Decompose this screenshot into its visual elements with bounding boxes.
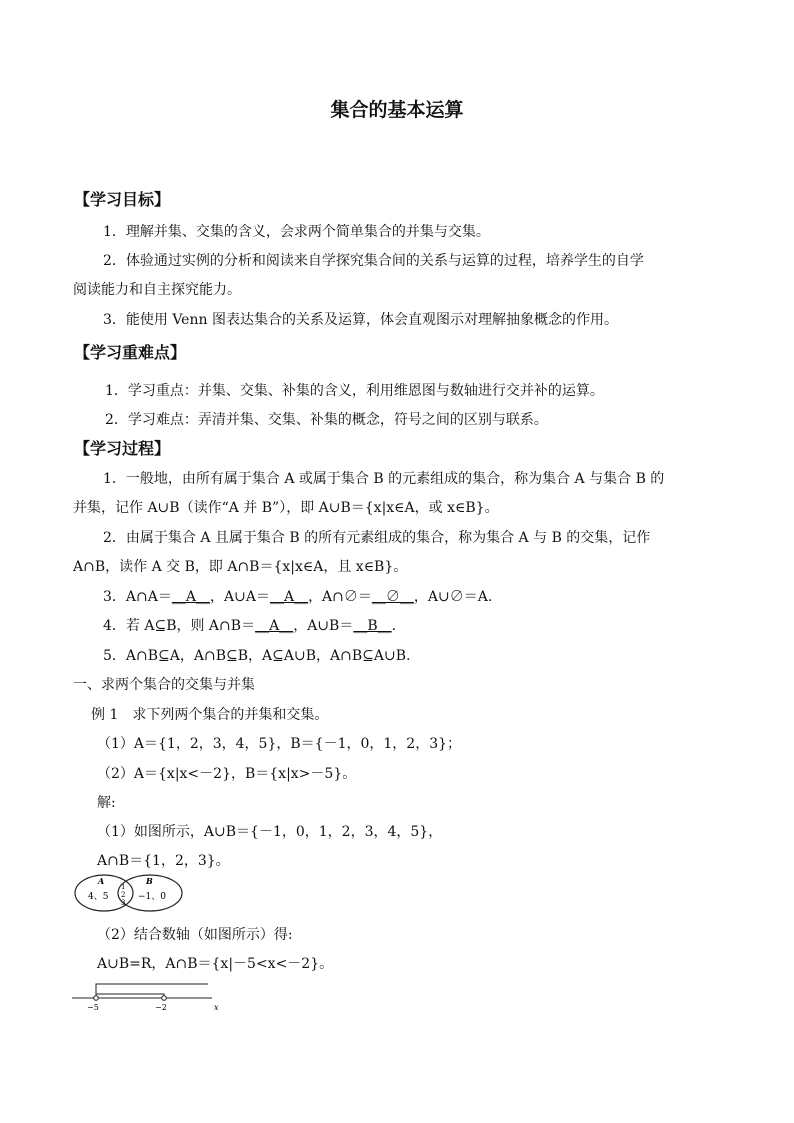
process-line: 并集，记作 A∪B（读作“A 并 B”），即 A∪B＝{x|x∈A，或 x∈B}。 (73, 500, 499, 516)
example-line: 例 1 求下列两个集合的并集和交集。 (91, 707, 329, 723)
page-title: 集合的基本运算 (330, 99, 464, 121)
q3-text: ，A∪∅＝A. (413, 589, 493, 605)
q3-answer: __∅__ (371, 589, 414, 605)
venn-label-b: B (146, 876, 153, 886)
q3-text: ，A∩∅＝ (308, 589, 372, 605)
question-3 (103, 588, 492, 606)
question-5: 5．A∩B⊆A，A∩B⊆B，A⊆A∪B，A∩B⊆A∪B. (103, 648, 411, 664)
example-line: A∩B＝{1，2，3}。 (97, 853, 230, 869)
process-line: 2．由属于集合 A 且属于集合 B 的所有元素组成的集合，称为集合 A 与 B 的交集，记作 (103, 530, 651, 546)
question-4 (103, 617, 396, 635)
open-point (162, 996, 167, 1001)
objective-line: 2．体验通过实例的分析和阅读来自学探究集合间的关系与运算的过程，培养学生的自学 (103, 253, 644, 269)
example-line: （1）如图所示，A∪B＝{－1，0，1，2，3，4，5}， (97, 824, 443, 840)
axis-label: x (214, 1003, 219, 1012)
venn-both: 1 (121, 883, 126, 891)
q4-text: 4．若 A⊆B，则 A∩B＝ (103, 618, 256, 634)
q3-answer: __A__ (171, 589, 210, 605)
example-line: 解: (97, 795, 116, 811)
venn-both: 2 (121, 891, 126, 899)
open-point (94, 996, 99, 1001)
solution-line: A∪B=R，A∩B＝{x|－5<x<－2}。 (97, 956, 334, 972)
q3-text: ，A∪A＝ (209, 589, 270, 605)
interval-a-bracket (96, 994, 164, 998)
q4-text: . (391, 618, 397, 634)
example-line: （1）A＝{1，2，3，4，5}，B＝{－1，0，1，2，3}； (97, 736, 462, 752)
heading-keypoints: 【学习重难点】 (74, 343, 187, 362)
venn-both: 3 (121, 899, 126, 907)
venn-only-b: −1、0 (138, 892, 166, 902)
number-line (72, 970, 228, 1016)
venn-only-a: 4、5 (88, 892, 109, 902)
q4-answer: __A__ (255, 618, 294, 634)
interval-b-bracket (96, 984, 208, 998)
solution-line: （2）结合数轴（如图所示）得: (97, 927, 293, 943)
tick-label: −2 (155, 1003, 167, 1012)
q4-answer: __B__ (353, 618, 392, 634)
process-line: A∩B，读作 A 交 B，即 A∩B＝{x|x∈A，且 x∈B}。 (73, 559, 408, 575)
venn-diagram (72, 873, 186, 913)
objective-line: 阅读能力和自主探究能力。 (73, 282, 241, 298)
q3-text: 3．A∩A＝ (103, 589, 172, 605)
heading-objectives: 【学习目标】 (74, 190, 171, 209)
part-heading: 一、求两个集合的交集与并集 (73, 677, 255, 693)
process-line: 1．一般地，由所有属于集合 A 或属于集合 B 的元素组成的集合，称为集合 A 与集合 B 的 (103, 471, 665, 487)
q3-answer: __A__ (269, 589, 309, 605)
keypoint-line: 2．学习难点：弄清并集、交集、补集的概念，符号之间的区别与联系。 (105, 412, 548, 428)
objective-line: 3．能使用 Venn 图表达集合的关系及运算，体会直观图示对理解抽象概念的作用。 (103, 312, 618, 328)
q4-text: ，A∪B＝ (293, 618, 354, 634)
objective-line: 1．理解并集、交集的含义，会求两个简单集合的并集与交集。 (103, 224, 490, 240)
heading-process: 【学习过程】 (74, 439, 171, 458)
keypoint-line: 1．学习重点：并集、交集、补集的含义，利用维恩图与数轴进行交并补的运算。 (105, 383, 604, 399)
tick-label: −5 (87, 1003, 99, 1012)
example-line: （2）A＝{x|x<－2}，B＝{x|x>－5}。 (97, 766, 357, 782)
venn-label-a: A (98, 876, 105, 886)
